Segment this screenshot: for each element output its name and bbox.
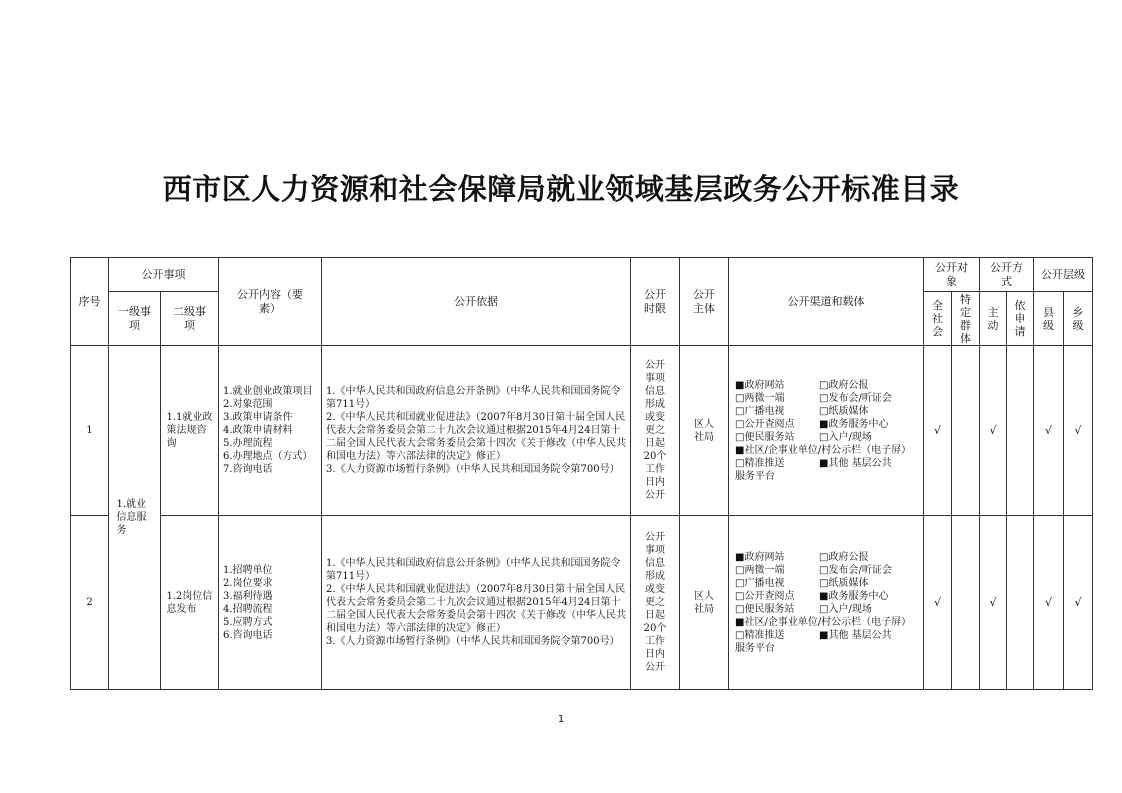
- header-target: 公开对象: [924, 258, 980, 292]
- header-basis: 公开依据: [322, 258, 631, 346]
- header-target-specific: 特定群体: [952, 292, 980, 346]
- check-all: √: [924, 516, 952, 690]
- catalog-table: [70, 257, 1093, 690]
- check-county: √: [1034, 346, 1064, 516]
- subject: 区人社局: [680, 516, 729, 690]
- header-mode-apply: 依申请: [1007, 292, 1034, 346]
- header-time-limit: 公开时限: [631, 258, 680, 346]
- check-active: √: [980, 516, 1007, 690]
- header-level-town: 乡级: [1064, 292, 1093, 346]
- row-seq: 2: [71, 516, 109, 690]
- header-subject: 公开主体: [680, 258, 729, 346]
- subject: 区人社局: [680, 346, 729, 516]
- check-apply: [1007, 346, 1034, 516]
- table-row: [71, 346, 1093, 516]
- header-level-county: 县级: [1034, 292, 1064, 346]
- level2-item: 1.1就业政策法规咨询: [161, 346, 219, 516]
- check-all: √: [924, 346, 952, 516]
- check-specific: [952, 516, 980, 690]
- channel-list: ■政府网站 □政府公报 □两微一端 □发布会/听证会 □广播电视 □纸质媒体 □公开查阅点 ■政务服务中心 □便民服务站 □入户/现场 ■社区/企事业单位/村公示栏（电子屏） □精准推送 ■其他 基层公共 服务平台: [729, 346, 924, 516]
- table-row: [71, 516, 1093, 690]
- page-number: 1: [557, 714, 565, 725]
- basis-text: 1.《中华人民共和国政府信息公开条例》（中华人民共和国国务院令第711号） 2.《中华人民共和国就业促进法》（2007年8月30日第十届全国人民代表大会常务委员会第二十九次会议通过根据2015年4月24日第十二届全国人民代表大会常务委员会第十四次《关于修改（中华人民共和国电力法）等六部法律的决定》修正） 3.《人力资源市场暂行条例》（中华人民共和国国务院令第700号）: [322, 346, 631, 516]
- header-seq: 序号: [71, 258, 109, 346]
- check-apply: [1007, 516, 1034, 690]
- header-matter: 公开事项: [109, 258, 219, 292]
- header-content: 公开内容（要素）: [219, 258, 322, 346]
- header-level1: 一级事项: [109, 292, 161, 346]
- channel-list: ■政府网站 □政府公报 □两微一端 □发布会/听证会 □广播电视 □纸质媒体 □公开查阅点 ■政务服务中心 □便民服务站 □入户/现场 ■社区/企事业单位/村公示栏（电子屏） □精准推送 ■其他 基层公共 服务平台: [729, 516, 924, 690]
- row-seq: 1: [71, 346, 109, 516]
- header-mode-active: 主动: [980, 292, 1007, 346]
- check-town: √: [1064, 516, 1093, 690]
- header-level2: 二级事项: [161, 292, 219, 346]
- document-title: 西市区人力资源和社会保障局就业领域基层政务公开标准目录: [162, 172, 960, 206]
- header-level: 公开层级: [1034, 258, 1093, 292]
- check-active: √: [980, 346, 1007, 516]
- level1-item: 1.就业信息服务: [109, 346, 161, 690]
- check-town: √: [1064, 346, 1093, 516]
- time-limit: 公开事项信息形成或变更之日起20个工作日内公开: [631, 516, 680, 690]
- check-specific: [952, 346, 980, 516]
- basis-text: 1.《中华人民共和国政府信息公开条例》（中华人民共和国国务院令第711号） 2.《中华人民共和国就业促进法》（2007年8月30日第十届全国人民代表大会常务委员会第二十九次会议通过根据2015年4月24日第十二届全国人民代表大会常务委员会第十四次《关于修改（中华人民共和国电力法）等六部法律的决定》修正） 3.《人力资源市场暂行条例》（中华人民共和国国务院令第700号）: [322, 516, 631, 690]
- time-limit: 公开事项信息形成或变更之日起20个工作日内公开: [631, 346, 680, 516]
- header-target-all: 全社会: [924, 292, 952, 346]
- header-mode: 公开方式: [980, 258, 1034, 292]
- check-county: √: [1034, 516, 1064, 690]
- header-channel: 公开渠道和载体: [729, 258, 924, 346]
- content-list: 1.招聘单位 2.岗位要求 3.福利待遇 4.招聘流程 5.应聘方式 6.咨询电话: [219, 516, 322, 690]
- level2-item: 1.2岗位信息发布: [161, 516, 219, 690]
- content-list: 1.就业创业政策项目 2.对象范围 3.政策申请条件 4.政策申请材料 5.办理流程 6.办理地点（方式） 7.咨询电话: [219, 346, 322, 516]
